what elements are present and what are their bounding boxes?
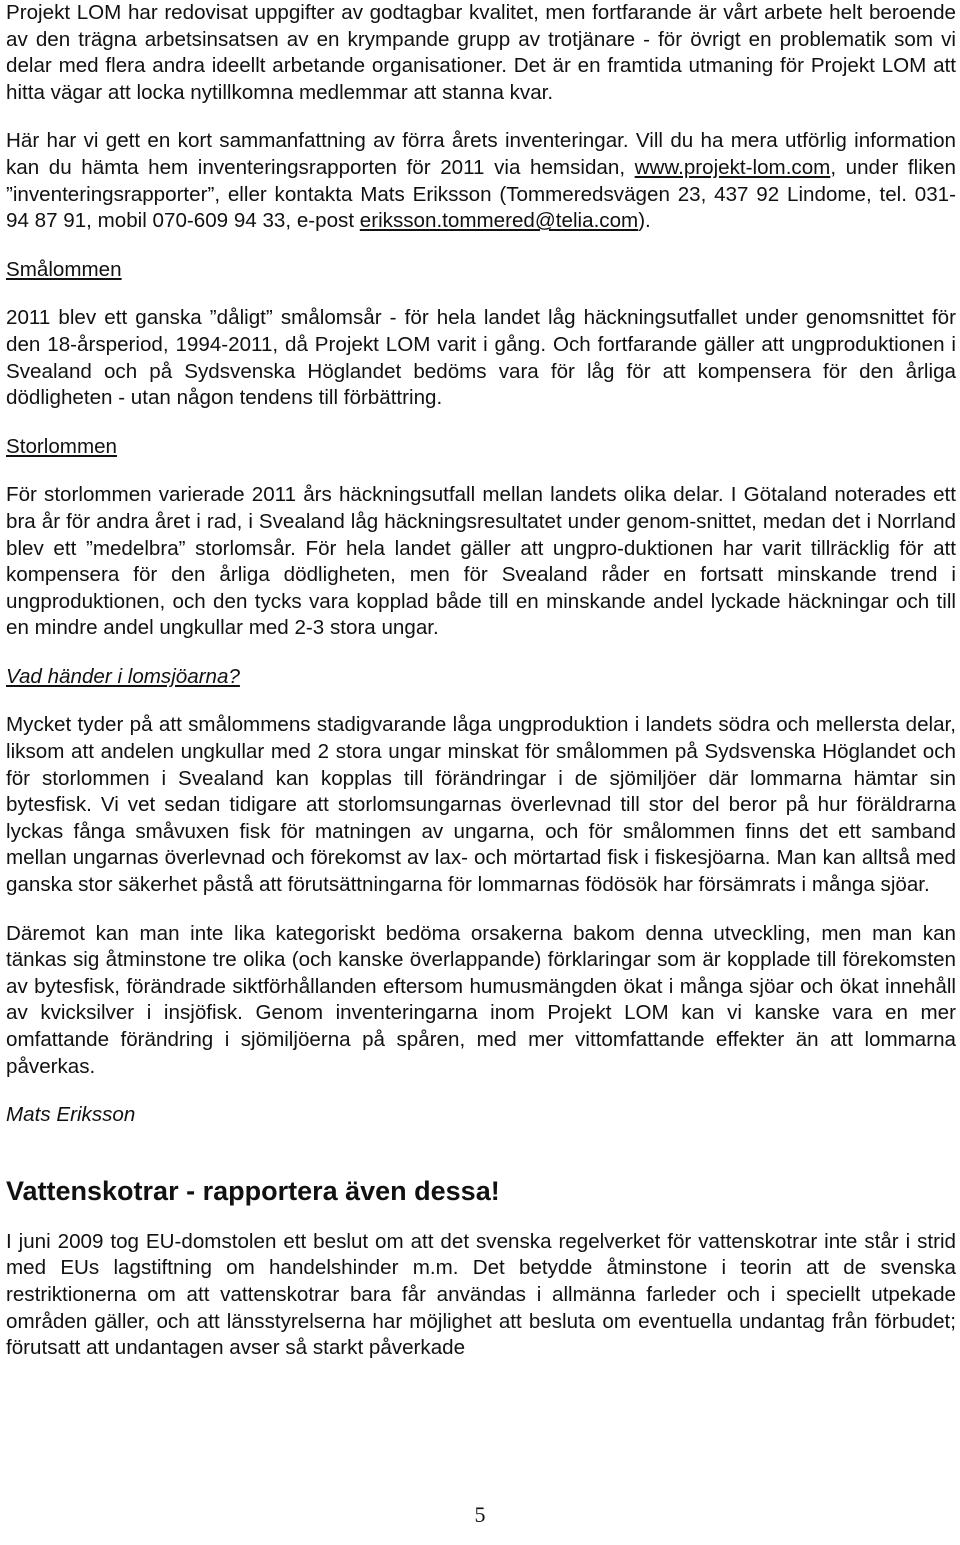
paragraph-vad-hander-1: Mycket tyder på att smålommens stadigvarande låga ungproduktion i landets södra och mellersta delar, liksom att andelen ungkullar med 2 stora ungar minskat för smålommen på Sydsvenska Höglandet och för storlommen i Svealand kan kopplas till förändringar i de sjömiljöer där lommarna hämtar sin bytesfisk. Vi vet sedan tidigare att storlomsungarnas överlevnad till stor del beror på hur föräldrarna lyckas fånga småvuxen fisk för matningen av ungarna, och för smålommen finns det ett samband mellan ungarnas överlevnad och förekomst av lax- och mörtartad fisk i fiskesjöarna. Man kan alltså med ganska stor säkerhet påstå att förutsättningarna för lommarnas födösök har försämrats i många sjöar. — [6, 713, 956, 897]
email-link[interactable]: eriksson.tommered@telia.com — [359, 209, 639, 233]
section-title-vattenskotrar: Vattenskotrar - rapportera även dessa! — [6, 1175, 500, 1206]
page-number: 5 — [474, 1502, 486, 1527]
heading-storlommen: Storlommen — [6, 434, 118, 458]
author-signature: Mats Eriksson — [6, 1103, 136, 1127]
heading-vad-hander: Vad händer i lomsjöarna? — [6, 664, 240, 688]
paragraph-vattenskotrar: I juni 2009 tog EU-domstolen ett beslut om att det svenska regelverket för vattenskotrar inte står i strid med EUs lagstiftning om handelshinder m.m. Det betydde åtminstone i teorin att de svenska restriktionerna om att vattenskotrar bara får användas i allmänna farleder och i speciellt utpekade områden gäller, och att länsstyrelserna har möjlighet att besluta om eventuella undantag från förbudet; förutsatt att undantagen avser så starkt påverkade — [6, 1229, 956, 1360]
paragraph-intro: Projekt LOM har redovisat uppgifter av godtagbar kvalitet, men fortfarande är vårt arbete helt beroende av den trägna arbetsinsatsen av en krympande grupp av trotjänare - för övrigt en problematik som vi delar med flera andra ideellt arbetande organisationer. Det är en framtida utmaning för Projekt LOM att hitta vägar att locka nytillkomna medlemmar att stanna kvar. — [6, 1, 956, 104]
paragraph-vad-hander-2: Däremot kan man inte lika kategoriskt bedöma orsakerna bakom denna utveckling, men man kan tänkas sig åtminstone tre olika (och kanske överlappande) förklaringar som är kopplade till förekomsten av bytesfisk, förändrade siktförhållanden eftersom humusmängden ökat i många sjöar och ökat innehåll av kvicksilver i insjöfisk. Genom inventeringarna inom Projekt LOM kan vi kanske vara en mer omfattande förändring i sjömiljöerna på spåren, med mer vittomfattande effekter än att lommarna påverkas. — [6, 921, 956, 1078]
heading-smalommen: Smålommen — [6, 257, 122, 281]
summary-text-end: ). — [638, 209, 651, 233]
document-page — [6, 0, 956, 1362]
summary-text-middle: , under fliken ”inventeringsrapporter”, eller kontakta Mats Eriksson (Tommeredsvägen 23, 437 92 Lindome, tel. 031-94 87 91, mobil 070-609 94 33, e-post — [6, 155, 956, 233]
website-link[interactable]: www.projekt-lom.com — [634, 155, 831, 179]
summary-text-start: Här har vi gett en kort sammanfattning av förra årets inventeringar. Vill du ha mera utförlig information kan du hämta hem inventeringsrapporten för 2011 via hemsidan, — [6, 129, 956, 179]
paragraph-storlommen: För storlommen varierade 2011 års häckningsutfall mellan landets olika delar. I Götaland noterades ett bra år för andra året i rad, i Svealand låg häckningsresultatet under genom-snittet, medan det i Norrland blev ett ”medelbra” storlomsår. För hela landet gäller att ungpro-duktionen har varit tillräcklig för att kompensera för den årliga dödligheten, men för Svealand råder en fortsatt minskande trend i ungproduktionen, och den tycks vara kopplad både till en minskande andel lyckade häckningar och till en mindre andel ungkullar med 2-3 stora ungar. — [6, 483, 956, 640]
paragraph-summary — [6, 128, 956, 234]
paragraph-smalommen: 2011 blev ett ganska ”dåligt” smålomsår - för hela landet låg häckningsutfallet under genomsnittet för den 18-årsperiod, 1994-2011, då Projekt LOM varit i gång. Och fortfarande gäller att ungproduktionen i Svealand och på Sydsvenska Höglandet bedöms vara för låg för att kompensera för den årliga dödligheten - utan någon tendens till förbättring. — [6, 306, 956, 410]
